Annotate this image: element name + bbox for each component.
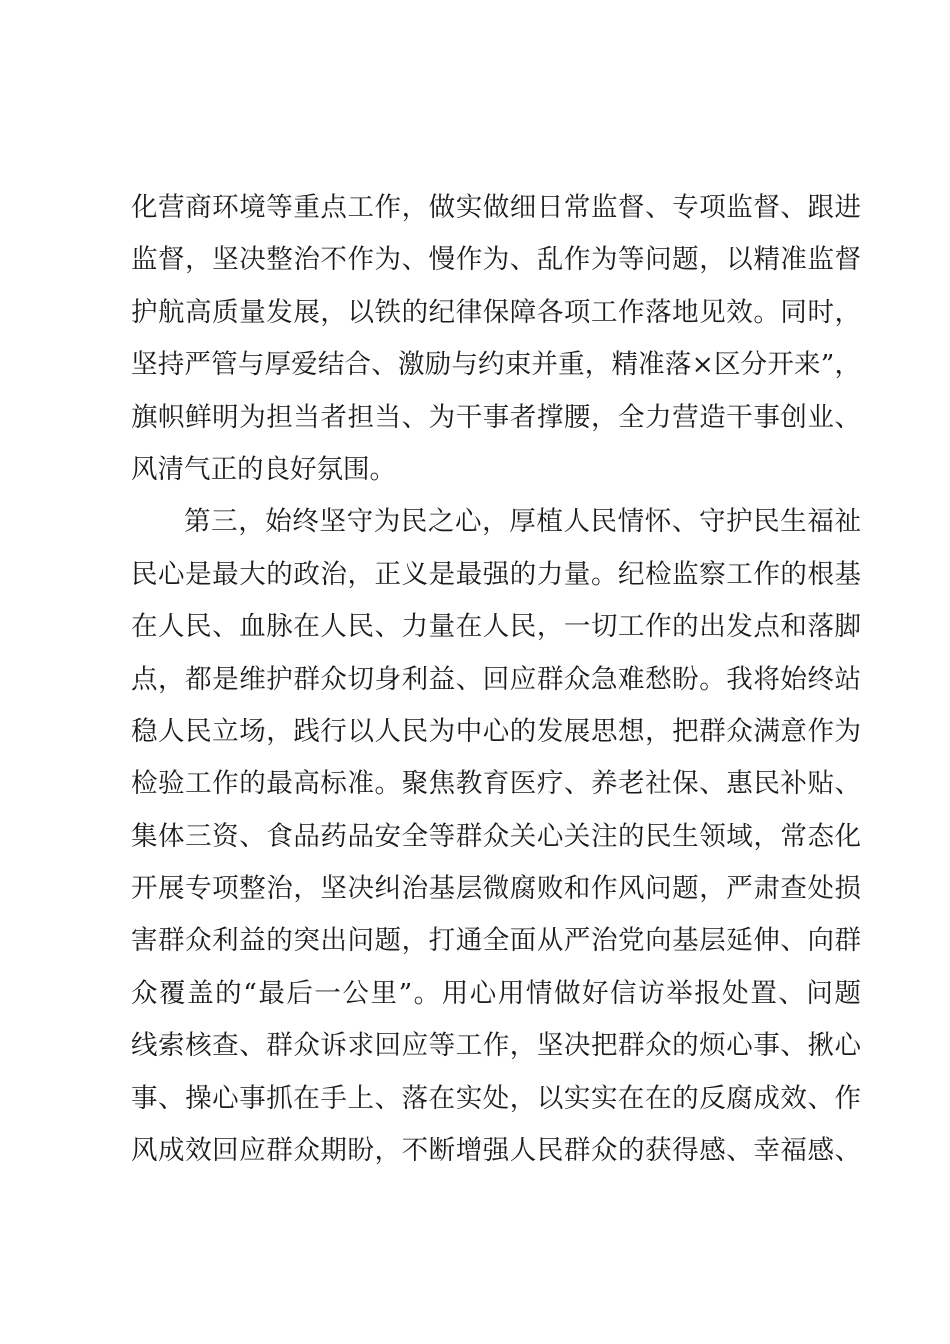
text-line: 开展专项整治，坚决纠治基层微腐败和作风问题，严肃查处损 — [131, 873, 861, 905]
text-line: 点，都是维护群众切身利益、回应群众急难愁盼。我将始终站 — [131, 663, 861, 695]
text-line: 民心是最大的政治，正义是最强的力量。纪检监察工作的根基 — [131, 558, 861, 590]
text-line: 集体三资、食品药品安全等群众关心关注的民生领域，常态化 — [131, 820, 861, 852]
text-line: 众覆盖的“最后一公里”。用心用情做好信访举报处置、问题 — [131, 977, 861, 1009]
text-line: 旗帜鲜明为担当者担当、为干事者撑腰，全力营造干事创业、 — [131, 401, 861, 433]
body-text — [131, 182, 861, 1177]
text-line: 在人民、血脉在人民、力量在人民，一切工作的出发点和落脚 — [131, 611, 861, 643]
text-line: 化营商环境等重点工作，做实做细日常监督、专项监督、跟进 — [131, 192, 861, 223]
text-line: 害群众利益的突出问题，打通全面从严治党向基层延伸、向群 — [131, 925, 861, 957]
text-line: 检验工作的最高标准。聚焦教育医疗、养老社保、惠民补贴、 — [131, 768, 861, 800]
text-line: 线索核查、群众诉求回应等工作，坚决把群众的烦心事、揪心 — [131, 1030, 861, 1062]
text-line: 风成效回应群众期盼，不断增强人民群众的获得感、幸福感、 — [131, 1135, 861, 1167]
text-line: 事、操心事抓在手上、落在实处，以实实在在的反腐成效、作 — [131, 1082, 861, 1114]
text-line: 护航高质量发展，以铁的纪律保障各项工作落地见效。同时， — [131, 296, 861, 328]
text-line: 稳人民立场，践行以人民为中心的发展思想，把群众满意作为 — [131, 715, 861, 747]
text-line: 坚持严管与厚爱结合、激励与约束并重，精准落×区分开来”， — [131, 349, 861, 381]
text-line: 风清气正的良好氛围。 — [131, 453, 396, 485]
text-line: 监督，坚决整治不作为、慢作为、乱作为等问题，以精准监督 — [131, 244, 861, 276]
section-heading-line: 第三，始终坚守为民之心，厚植人民情怀、守护民生福祉 — [184, 506, 861, 538]
